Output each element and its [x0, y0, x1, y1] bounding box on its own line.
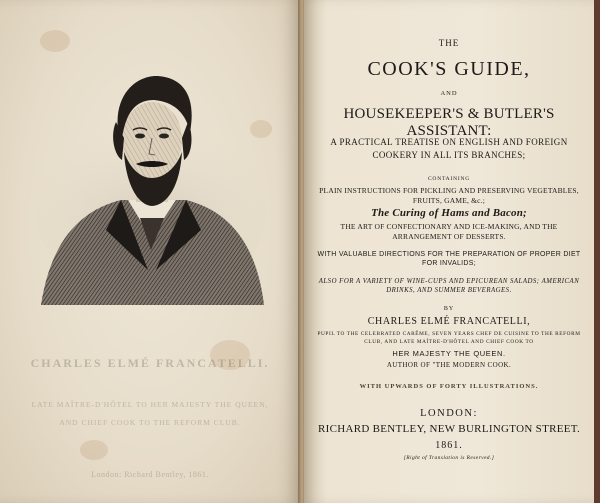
imprint-publisher: RICHARD BENTLEY, NEW BURLINGTON STREET. — [317, 423, 581, 435]
also-line: ALSO FOR A VARIETY OF WINE-CUPS AND EPICUREAN SALADS; AMERICAN DRINKS, AND SUMMER BEVERAGES. — [318, 278, 580, 295]
author-credentials: PUPIL TO THE CELEBRATED CARÊME, SEVEN YEARS CHEF DE CUISINE TO THE REFORM CLUB, AND LATE MAÎTRE-D'HÔTEL AND CHIEF COOK TO — [317, 331, 581, 345]
rights-notice: [Right of Translation is Reserved.] — [403, 455, 495, 461]
main-title: COOK'S GUIDE, — [367, 58, 531, 80]
portrait-caption-publisher: London: Richard Bentley, 1861. — [91, 470, 209, 479]
title-and: AND — [440, 90, 458, 97]
confectionary-line: THE ART OF CONFECTIONARY AND ICE-MAKING, AND THE ARRANGEMENT OF DESSERTS. — [340, 222, 558, 242]
imprint-year: 1861. — [435, 440, 463, 451]
illustrations-line: WITH UPWARDS OF FORTY ILLUSTRATIONS. — [359, 383, 539, 390]
portrait-caption-line: LATE MAÎTRE-D'HÔTEL TO HER MAJESTY THE QUEEN, — [31, 400, 269, 409]
treatise-description: A PRACTICAL TREATISE ON ENGLISH AND FOREIGN COOKERY IN ALL ITS BRANCHES; — [330, 137, 568, 161]
curing-line: The Curing of Hams and Bacon; — [371, 207, 527, 219]
book-cover-edge — [594, 0, 600, 503]
subtitle: HOUSEKEEPER'S & BUTLER'S ASSISTANT: — [343, 106, 555, 140]
portrait-caption-line: AND CHIEF COOK TO THE REFORM CLUB. — [59, 418, 241, 427]
containing-label: CONTAINING — [427, 176, 471, 182]
modern-cook-line: AUTHOR OF "THE MODERN COOK. — [386, 361, 512, 369]
portrait-caption-name: CHARLES ELMÉ FRANCATELLI. — [30, 356, 270, 370]
author-portrait-engraving — [36, 60, 266, 305]
imprint-city: LONDON: — [420, 408, 478, 419]
directions-line: WITH VALUABLE DIRECTIONS FOR THE PREPARATION OF PROPER DIET FOR INVALIDS; — [317, 251, 581, 268]
title-the: THE — [438, 38, 460, 48]
queen-line: HER MAJESTY THE QUEEN. — [392, 349, 506, 358]
author-name: CHARLES ELMÉ FRANCATELLI, — [367, 316, 531, 327]
plain-instructions: PLAIN INSTRUCTIONS FOR PICKLING AND PRESERVING VEGETABLES, FRUITS, GAME, &c.; — [319, 186, 579, 206]
by-label: BY — [443, 306, 455, 312]
